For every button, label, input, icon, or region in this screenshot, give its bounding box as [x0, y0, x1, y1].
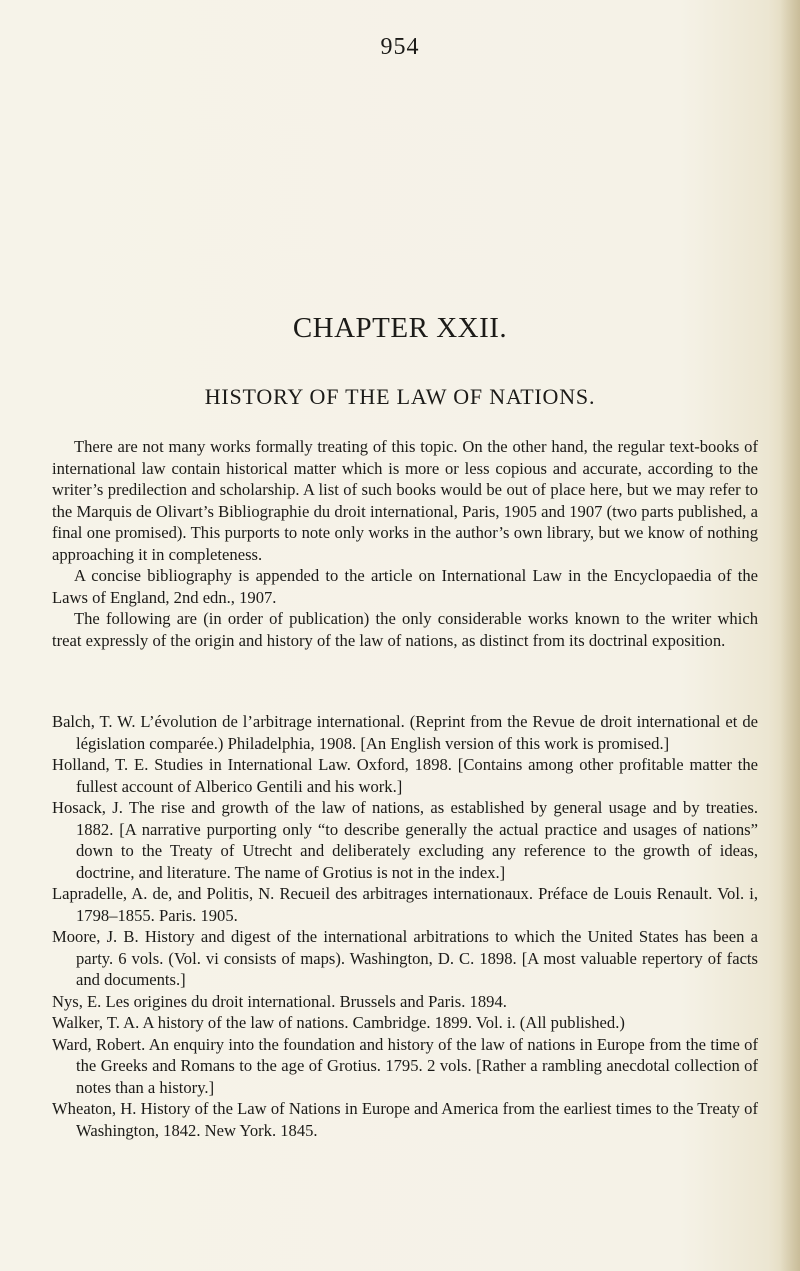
bibliography-entry-balch: Balch, T. W. L’évolution de l’arbitrage international. (Reprint from the Revue de droit international et de législation comparée.) Philadelphia, 1908. [An English version of this work is promised.]	[52, 712, 758, 753]
section-title: HISTORY OF THE LAW OF NATIONS.	[204, 384, 596, 409]
intro-paragraph: A concise bibliography is appended to the article on International Law in the Encyclopaedia of the Laws of England, 2nd edn., 1907.	[52, 566, 758, 607]
intro-paragraph: There are not many works formally treating of this topic. On the other hand, the regular text-books of international law contain historical matter which is more or less copious and accurate, according to the writer’s predilection and scholarship. A list of such books would be out of place here, but we may refer to the Marquis de Olivart’s Bibliographie du droit international, Paris, 1905 and 1907 (two parts published, a final one promised). This purports to note only works in the author’s own library, but we know of nothing approaching it in completeness.	[52, 437, 758, 564]
chapter-heading: CHAPTER XXII.	[292, 312, 508, 344]
intro-text	[52, 436, 758, 651]
bibliography-entry-lapradelle: Lapradelle, A. de, and Politis, N. Recueil des arbitrages internationaux. Préface de Louis Renault. Vol. i, 1798–1855. Paris. 1905.	[52, 884, 758, 925]
bibliography-entry-nys: Nys, E. Les origines du droit international. Brussels and Paris. 1894.	[52, 991, 507, 1011]
page-edge-shadow	[780, 0, 800, 1271]
bibliography-entry-hosack: Hosack, J. The rise and growth of the law of nations, as established by general usage and by treaties. 1882. [A narrative purporting only “to describe generally the actual practice and usages of nations” down to the Treaty of Utrecht and deliberately excluding any reference to the growth of ideas, doctrine, and literature. The name of Grotius is not in the index.]	[52, 798, 758, 882]
bibliography-entry-walker: Walker, T. A. A history of the law of nations. Cambridge. 1899. Vol. i. (All published.)	[52, 1013, 625, 1032]
page-number: 954	[380, 34, 420, 60]
bibliography-entry-moore: Moore, J. B. History and digest of the international arbitrations to which the United States has been a party. 6 vols. (Vol. vi consists of maps). Washington, D. C. 1898. [A most valuable repertory of facts and documents.]	[52, 927, 758, 989]
intro-paragraph: The following are (in order of publication) the only considerable works known to the writer which treat expressly of the origin and history of the law of nations, as distinct from its doctrinal exposition.	[52, 609, 758, 650]
bibliography-list	[52, 711, 758, 1141]
bibliography-entry-wheaton: Wheaton, H. History of the Law of Nations in Europe and America from the earliest times to the Treaty of Washington, 1842. New York. 1845.	[52, 1099, 758, 1140]
bibliography-entry-holland: Holland, T. E. Studies in International Law. Oxford, 1898. [Contains among other profitable matter the fullest account of Alberico Gentili and his work.]	[52, 755, 758, 796]
bibliography-entry-ward: Ward, Robert. An enquiry into the foundation and history of the law of nations in Europe from the time of the Greeks and Romans to the age of Grotius. 1795. 2 vols. [Rather a rambling anecdotal collection of notes than a history.]	[52, 1034, 758, 1097]
